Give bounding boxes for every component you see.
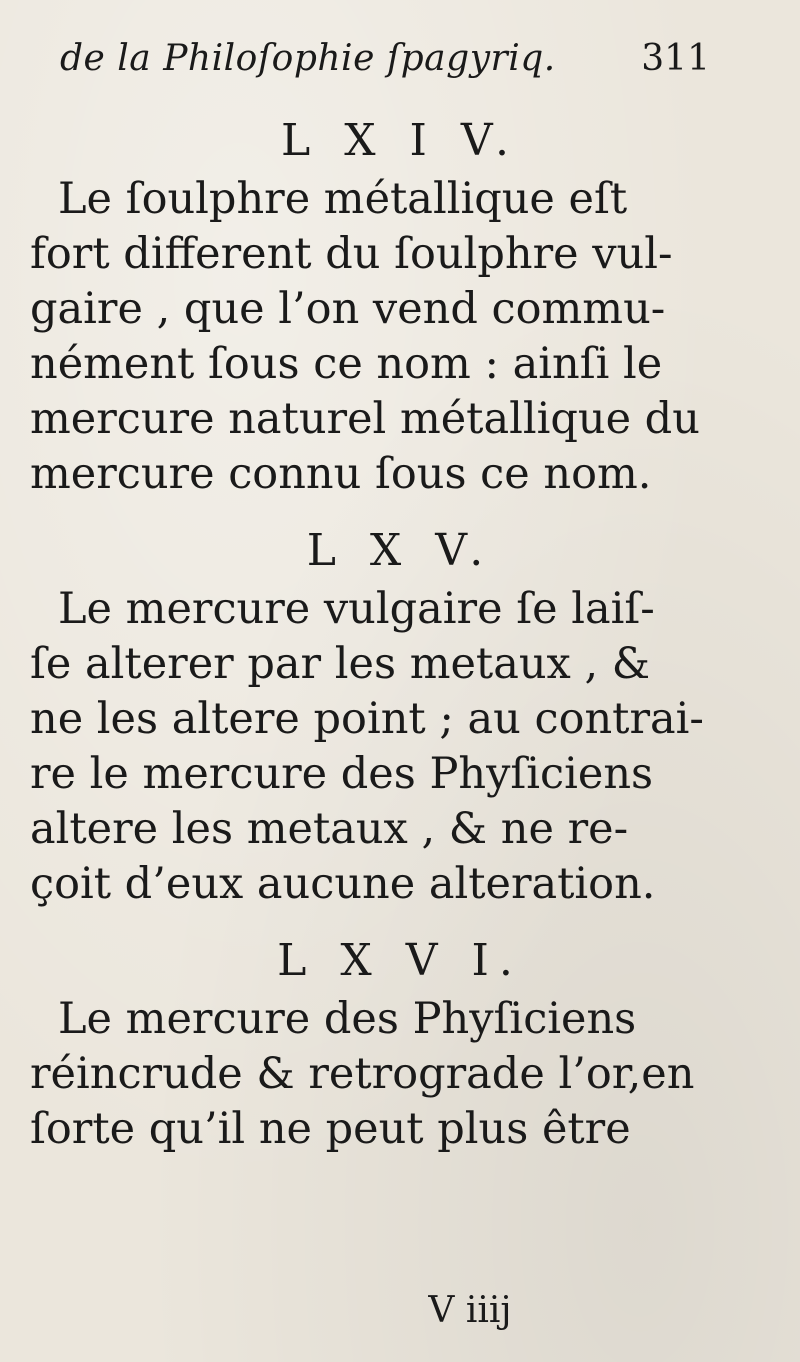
signature-mark-text: V iiij — [428, 1290, 512, 1331]
signature-mark — [0, 1290, 800, 1340]
text-line: ſorte qu’il ne peut plus être — [30, 1104, 631, 1154]
text-line: ſe alterer par les metaux , & — [30, 639, 651, 689]
text-line: gaire , que l’on vend commu- — [30, 284, 666, 334]
text-line: Le mercure vulgaire ſe laiſ- — [58, 584, 655, 634]
text-line: Le ſoulphre métallique eſt — [58, 174, 628, 224]
text-line: altere les metaux , & ne re- — [30, 804, 629, 854]
page-content — [30, 110, 770, 1157]
running-head — [60, 38, 710, 98]
paragraph-lxv — [30, 582, 770, 912]
running-title: de la Philoſophie ſpagyriq. — [60, 38, 556, 79]
text-line: fort different du ſoulphre vul- — [30, 229, 673, 279]
paragraph-lxiv — [30, 172, 770, 502]
text-line: mercure connu ſous ce nom. — [30, 449, 652, 499]
text-line: nément ſous ce nom : ainſi le — [30, 339, 663, 389]
text-line: Le mercure des Phyſiciens — [58, 994, 637, 1044]
text-line: re le mercure des Phyſiciens — [30, 749, 654, 799]
text-line: çoit d’eux aucune alteration. — [30, 859, 656, 909]
section-heading-lxiv: L X I V. — [281, 115, 519, 166]
text-line: réincrude & retrograde l’or,en — [30, 1049, 695, 1099]
text-line: mercure naturel métallique du — [30, 394, 700, 444]
page-number: 311 — [641, 38, 710, 79]
section-heading-lxv: L X V. — [306, 525, 494, 576]
text-line: ne les altere point ; au contrai- — [30, 694, 704, 744]
section-heading-lxvi: L X V I. — [277, 935, 523, 986]
paragraph-lxvi — [30, 992, 770, 1157]
